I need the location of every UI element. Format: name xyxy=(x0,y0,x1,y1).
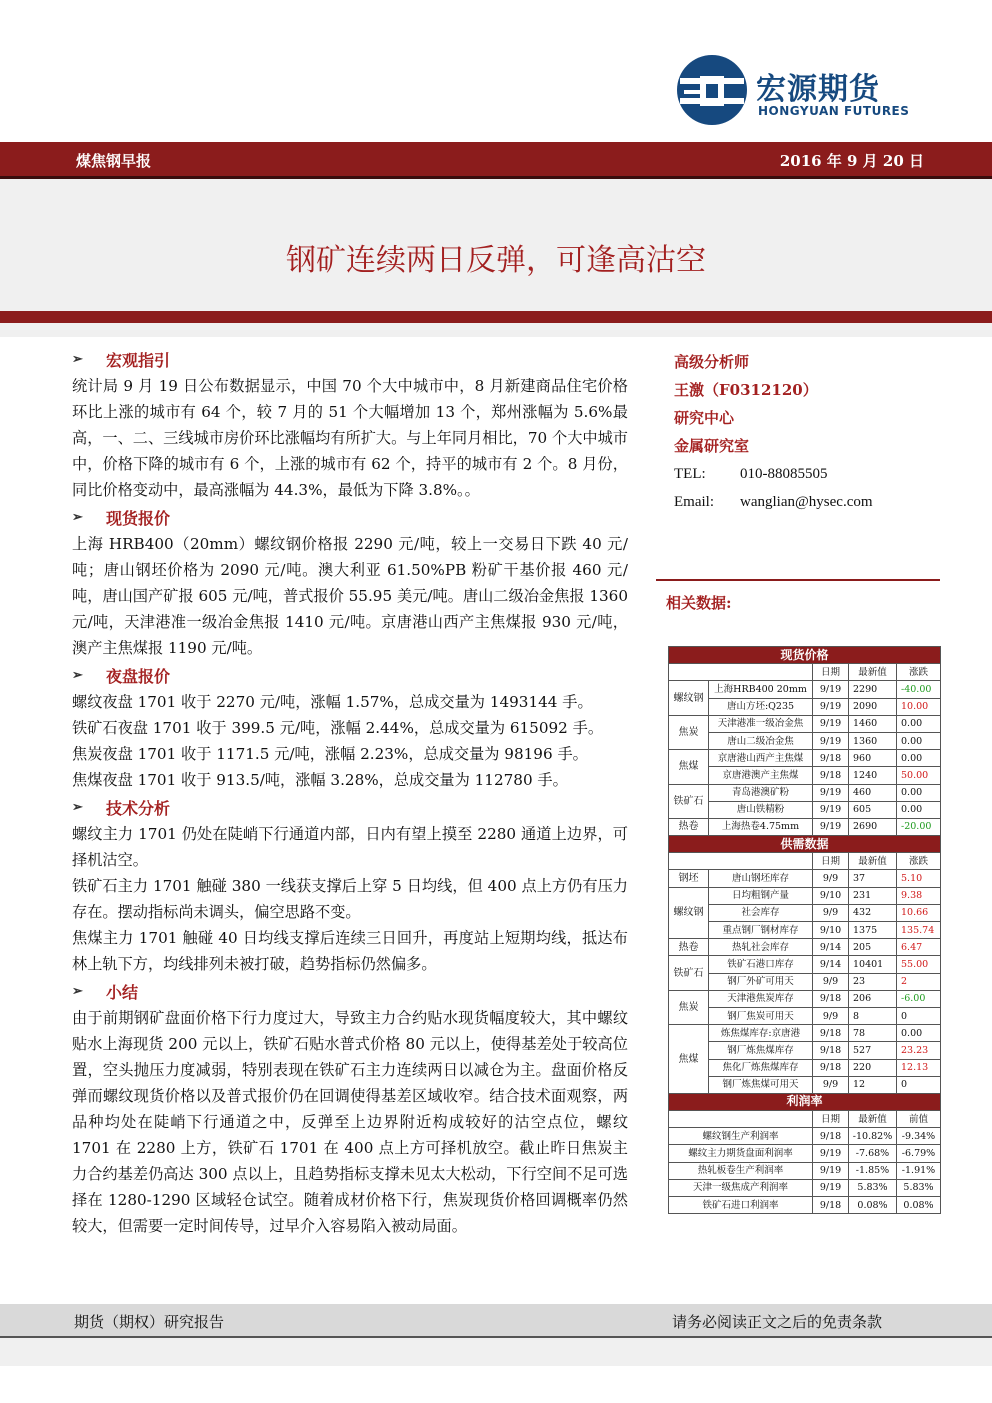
section-heading xyxy=(72,793,628,821)
column-header: 最新值 xyxy=(849,664,897,681)
date-cell: 9/19 xyxy=(813,801,849,818)
item-name-cell: 炼焦煤库存:京唐港 xyxy=(709,1025,813,1042)
table-row xyxy=(669,767,941,784)
arrow-bullet-icon: ➢ xyxy=(72,799,83,815)
value-cell: 2090 xyxy=(849,698,897,715)
date-cell: 9/19 xyxy=(813,1145,849,1162)
date-cell: 9/19 xyxy=(813,681,849,698)
change-cell: 10.00 xyxy=(897,698,941,715)
section-heading-text: 宏观指引 xyxy=(106,350,171,370)
section-paragraph: 螺纹主力 1701 仍处在陡峭下行通道内部，日内有望上摸至 2280 通道上边界，可择机沽空。 xyxy=(72,825,628,869)
value-cell: 12 xyxy=(849,1076,897,1093)
item-name-cell: 钢厂外矿可用天 xyxy=(709,973,813,990)
value-cell: 1375 xyxy=(849,922,897,939)
analyst-role: 高级分析师 xyxy=(674,353,750,371)
header-blank-cell xyxy=(669,1111,813,1128)
category-cell: 焦煤 xyxy=(669,1025,709,1094)
item-name-cell: 唐山钢坯库存 xyxy=(709,870,813,887)
value-cell: 2690 xyxy=(849,818,897,835)
table-row xyxy=(669,801,941,818)
table-row xyxy=(669,887,941,904)
change-cell: 23.23 xyxy=(897,1042,941,1059)
footer-band xyxy=(0,1338,992,1366)
category-cell: 螺纹钢 xyxy=(669,887,709,939)
item-name-cell: 螺纹主力期货盘面利润率 xyxy=(669,1145,813,1162)
arrow-bullet-icon: ➢ xyxy=(72,983,83,999)
date-cell: 9/9 xyxy=(813,973,849,990)
value-cell: 1240 xyxy=(849,767,897,784)
date-cell: 9/19 xyxy=(813,698,849,715)
item-name-cell: 焦化厂炼焦煤库存 xyxy=(709,1059,813,1076)
company-logo xyxy=(676,54,926,130)
item-name-cell: 京唐港澳产主焦煤 xyxy=(709,767,813,784)
change-cell: 0 xyxy=(897,1007,941,1024)
section-heading-text: 小结 xyxy=(106,982,139,1002)
item-name-cell: 天津一级焦成产利润率 xyxy=(669,1179,813,1196)
table-row xyxy=(669,1162,941,1179)
change-cell: 0.00 xyxy=(897,732,941,749)
date-cell: 9/18 xyxy=(813,750,849,767)
analyst-lab: 金属研究室 xyxy=(674,437,750,455)
value-cell: 231 xyxy=(849,887,897,904)
table-section-title xyxy=(669,647,941,664)
table-row xyxy=(669,818,941,835)
table-row xyxy=(669,1197,941,1214)
table-row xyxy=(669,1025,941,1042)
column-header: 涨跌 xyxy=(897,853,941,870)
date-cell: 9/10 xyxy=(813,922,849,939)
section-paragraph: 螺纹夜盘 1701 收于 2270 元/吨，涨幅 1.57%，总成交量为 1493144 手。 xyxy=(72,693,593,711)
date-cell: 9/18 xyxy=(813,767,849,784)
value-cell: 8 xyxy=(849,1007,897,1024)
column-header: 最新值 xyxy=(849,853,897,870)
column-header: 日期 xyxy=(813,853,849,870)
date-cell: 9/18 xyxy=(813,1025,849,1042)
category-cell: 焦炭 xyxy=(669,715,709,749)
change-cell: -40.00 xyxy=(897,681,941,698)
change-cell: 2 xyxy=(897,973,941,990)
date-cell: 9/19 xyxy=(813,732,849,749)
table-row xyxy=(669,1145,941,1162)
value-cell: -7.68% xyxy=(849,1145,897,1162)
change-cell: 50.00 xyxy=(897,767,941,784)
value-cell: 206 xyxy=(849,990,897,1007)
value-cell: 37 xyxy=(849,870,897,887)
table-row xyxy=(669,750,941,767)
section-paragraph: 由于前期钢矿盘面价格下行力度过大，导致主力合约贴水现货幅度较大，其中螺纹贴水上海现货 200 元以上，铁矿石贴水普式价格 80 元以上，使得基差处于较高位置，空头抛压力度减弱，特别表现在铁矿石主力连续两日以减仓为主。盘面价格反弹而螺纹现货价格以及普式报价仍在回调使得基差区域收窄。结合技术面观察，两品种均处在陡峭下行通道之中，反弹至上边界附近构成较好的沽空点位，螺纹 1701 在 2280 上方，铁矿石 1701 在 400 点上方可择机放空。截止昨日焦炭主力合约基差仍高达 300 点以上，且趋势指标支撑未见太大松动，下行空间不足可选择在 1280-1290 区域轻仓试空。随着成材价格下行，焦炭现货价格回调概率仍然较大，但需要一定时间传导，过早介入容易陷入被动局面。 xyxy=(72,1009,628,1235)
value-cell: 460 xyxy=(849,784,897,801)
date-cell: 9/18 xyxy=(813,1059,849,1076)
value-cell: 205 xyxy=(849,939,897,956)
section-heading xyxy=(72,661,628,689)
logo-text-en: HONGYUAN FUTURES xyxy=(758,104,910,118)
company-logo-mark xyxy=(676,54,748,126)
value-cell: 605 xyxy=(849,801,897,818)
table-row xyxy=(669,1128,941,1145)
category-cell: 铁矿石 xyxy=(669,784,709,818)
table-header-row xyxy=(669,853,941,870)
date-cell: 9/18 xyxy=(813,990,849,1007)
category-cell: 钢坯 xyxy=(669,870,709,887)
section-paragraph: 铁矿石夜盘 1701 收于 399.5 元/吨，涨幅 2.44%，总成交量为 615092 手。 xyxy=(72,719,604,737)
table-row xyxy=(669,990,941,1007)
section-heading-text: 技术分析 xyxy=(106,798,171,818)
date-cell: 9/10 xyxy=(813,887,849,904)
item-name-cell: 上海热卷4.75mm xyxy=(709,818,813,835)
column-header: 最新值 xyxy=(849,1111,897,1128)
item-name-cell: 铁矿石港口库存 xyxy=(709,956,813,973)
analyst-name: 王激（F0312120） xyxy=(674,381,818,399)
table-row xyxy=(669,1059,941,1076)
previous-value-cell: 0.08% xyxy=(897,1197,941,1214)
table-row xyxy=(669,939,941,956)
category-cell: 热卷 xyxy=(669,939,709,956)
date-cell: 9/18 xyxy=(813,1042,849,1059)
change-cell: -20.00 xyxy=(897,818,941,835)
date-cell: 9/18 xyxy=(813,1197,849,1214)
previous-value-cell: 5.83% xyxy=(897,1179,941,1196)
item-name-cell: 青岛港澳矿粉 xyxy=(709,784,813,801)
previous-value-cell: -1.91% xyxy=(897,1162,941,1179)
column-header: 日期 xyxy=(813,664,849,681)
column-header: 前值 xyxy=(897,1111,941,1128)
section-heading-text: 现货报价 xyxy=(106,508,171,528)
tel-value: 010-88085505 xyxy=(740,466,828,482)
section-heading xyxy=(72,977,628,1005)
title-divider xyxy=(0,311,992,323)
email-label: Email: xyxy=(674,494,714,510)
logo-text-cn: 宏源期货 xyxy=(756,72,880,107)
item-name-cell: 唐山铁精粉 xyxy=(709,801,813,818)
item-name-cell: 唐山二级冶金焦 xyxy=(709,732,813,749)
change-cell: 0.00 xyxy=(897,784,941,801)
header-blank-cell xyxy=(669,853,813,870)
item-name-cell: 天津港准一级冶金焦 xyxy=(709,715,813,732)
change-cell: 135.74 xyxy=(897,922,941,939)
right-divider xyxy=(656,579,940,581)
table-row xyxy=(669,904,941,921)
category-cell: 焦炭 xyxy=(669,990,709,1024)
table-row xyxy=(669,732,941,749)
analyst-dept: 研究中心 xyxy=(674,409,735,427)
date-cell: 9/14 xyxy=(813,939,849,956)
arrow-bullet-icon: ➢ xyxy=(72,667,83,683)
change-cell: -6.00 xyxy=(897,990,941,1007)
table-section-title xyxy=(669,836,941,853)
table-row xyxy=(669,715,941,732)
section-paragraph: 铁矿石主力 1701 触碰 380 一线获支撑后上穿 5 日均线，但 400 点上方仍有压力存在。摆动指标尚未调头，偏空思路不变。 xyxy=(72,877,628,921)
date-cell: 9/19 xyxy=(813,1179,849,1196)
value-cell: 1460 xyxy=(849,715,897,732)
date-cell: 9/9 xyxy=(813,870,849,887)
change-cell: 10.66 xyxy=(897,904,941,921)
table-row xyxy=(669,1179,941,1196)
table-header-row xyxy=(669,1111,941,1128)
header-blank-cell xyxy=(669,664,813,681)
footer-left-text: 期货（期权）研究报告 xyxy=(74,1313,225,1331)
email-link[interactable]: wanglian@hysec.com xyxy=(740,494,873,510)
section-paragraph: 上海 HRB400（20mm）螺纹钢价格报 2290 元/吨，较上一交易日下跌 40 元/吨；唐山钢坯价格为 2090 元/吨。澳大利亚 61.50%PB 粉矿干基价报 460 元/吨，唐山国产矿报 605 元/吨，普式报价 55.95 美元/吨。唐山二级冶金焦报 1360 元/吨，天津港准一级冶金焦报 1410 元/吨。京唐港山西产主焦煤报 930 元/吨，澳产主焦煤报 1190 元/吨。 xyxy=(72,535,628,657)
date-cell: 9/19 xyxy=(813,715,849,732)
item-name-cell: 热轧社会库存 xyxy=(709,939,813,956)
date-cell: 9/18 xyxy=(813,1128,849,1145)
tel-label: TEL: xyxy=(674,466,706,482)
item-name-cell: 螺纹钢生产利润率 xyxy=(669,1128,813,1145)
section-heading xyxy=(72,345,628,373)
item-name-cell: 唐山方坯:Q235 xyxy=(709,698,813,715)
value-cell: 960 xyxy=(849,750,897,767)
section-heading xyxy=(72,503,628,531)
column-header: 日期 xyxy=(813,1111,849,1128)
change-cell: 9.38 xyxy=(897,887,941,904)
item-name-cell: 钢厂炼焦煤库存 xyxy=(709,1042,813,1059)
item-name-cell: 京唐港山西产主焦煤 xyxy=(709,750,813,767)
item-name-cell: 天津港焦炭库存 xyxy=(709,990,813,1007)
value-cell: 527 xyxy=(849,1042,897,1059)
table-row xyxy=(669,922,941,939)
related-data-label: 相关数据: xyxy=(666,594,732,612)
table-row xyxy=(669,956,941,973)
report-type: 煤焦钢早报 xyxy=(76,152,152,170)
value-cell: 5.83% xyxy=(849,1179,897,1196)
value-cell: 432 xyxy=(849,904,897,921)
category-cell: 螺纹钢 xyxy=(669,681,709,715)
date-cell: 9/9 xyxy=(813,1007,849,1024)
previous-value-cell: -9.34% xyxy=(897,1128,941,1145)
analyst-email xyxy=(674,488,954,516)
section-paragraph: 统计局 9 月 19 日公布数据显示，中国 70 个大中城市中，8 月新建商品住宅价格环比上涨的城市有 64 个，较 7 月的 51 个大幅增加 13 个，郑州涨幅为 5.6%最高，一、二、三线城市房价环比涨幅均有所扩大。与上年同月相比，70 个大中城市中，价格下降的城市有 6 个，上涨的城市有 62 个，持平的城市有 2 个。8 月份，同比价格变动中，最高涨幅为 44.3%，最低为下降 3.8%。。 xyxy=(72,377,628,499)
item-name-cell: 钢厂焦炭可用天 xyxy=(709,1007,813,1024)
section-paragraph: 焦煤主力 1701 触碰 40 日均线支撑后连续三日回升，再度站上短期均线，抵达布林上轨下方，均线排列未被打破，趋势指标仍然偏多。 xyxy=(72,929,628,973)
section-heading-text: 夜盘报价 xyxy=(106,666,171,686)
market-data-table xyxy=(668,646,941,1214)
item-name-cell: 铁矿石进口利润率 xyxy=(669,1197,813,1214)
report-body xyxy=(72,345,628,1239)
value-cell: 10401 xyxy=(849,956,897,973)
date-cell: 9/9 xyxy=(813,1076,849,1093)
change-cell: 0.00 xyxy=(897,750,941,767)
arrow-bullet-icon: ➢ xyxy=(72,509,83,525)
change-cell: 6.47 xyxy=(897,939,941,956)
change-cell: 0.00 xyxy=(897,801,941,818)
date-cell: 9/19 xyxy=(813,818,849,835)
table-row xyxy=(669,1007,941,1024)
analyst-info xyxy=(674,348,954,516)
date-cell: 9/9 xyxy=(813,904,849,921)
date-cell: 9/19 xyxy=(813,784,849,801)
section-paragraph: 焦煤夜盘 1701 收于 913.5/吨，涨幅 3.28%，总成交量为 112780 手。 xyxy=(72,771,568,789)
item-name-cell: 热轧板卷生产利润率 xyxy=(669,1162,813,1179)
table-row xyxy=(669,973,941,990)
table-row xyxy=(669,870,941,887)
table-row xyxy=(669,681,941,698)
category-cell: 热卷 xyxy=(669,818,709,835)
value-cell: 220 xyxy=(849,1059,897,1076)
change-cell: 0.00 xyxy=(897,715,941,732)
change-cell: 0 xyxy=(897,1076,941,1093)
value-cell: 78 xyxy=(849,1025,897,1042)
value-cell: -1.85% xyxy=(849,1162,897,1179)
table-header-row xyxy=(669,664,941,681)
item-name-cell: 重点钢厂钢材库存 xyxy=(709,922,813,939)
value-cell: 1360 xyxy=(849,732,897,749)
change-cell: 5.10 xyxy=(897,870,941,887)
table-row xyxy=(669,1076,941,1093)
sub-band xyxy=(0,323,992,337)
item-name-cell: 上海HRB400 20mm xyxy=(709,681,813,698)
value-cell: 2290 xyxy=(849,681,897,698)
change-cell: 12.13 xyxy=(897,1059,941,1076)
value-cell: 23 xyxy=(849,973,897,990)
column-header: 涨跌 xyxy=(897,664,941,681)
footer-disclaimer-link[interactable]: 请务必阅读正文之后的免责条款 xyxy=(671,1313,882,1331)
report-date: 2016 年 9 月 20 日 xyxy=(779,152,924,170)
change-cell: 55.00 xyxy=(897,956,941,973)
item-name-cell: 钢厂炼焦煤可用天 xyxy=(709,1076,813,1093)
table-section-title xyxy=(669,1093,941,1110)
value-cell: -10.82% xyxy=(849,1128,897,1145)
value-cell: 0.08% xyxy=(849,1197,897,1214)
table-section-title-text: 供需数据 xyxy=(669,836,941,853)
table-section-title-text: 现货价格 xyxy=(669,647,941,664)
category-cell: 焦煤 xyxy=(669,750,709,784)
table-row xyxy=(669,784,941,801)
item-name-cell: 日均粗钢产量 xyxy=(709,887,813,904)
section-paragraph: 焦炭夜盘 1701 收于 1171.5 元/吨，涨幅 2.23%，总成交量为 98196 手。 xyxy=(72,745,588,763)
table-row xyxy=(669,1042,941,1059)
date-cell: 9/14 xyxy=(813,956,849,973)
change-cell: 0.00 xyxy=(897,1025,941,1042)
category-cell: 铁矿石 xyxy=(669,956,709,990)
item-name-cell: 社会库存 xyxy=(709,904,813,921)
analyst-tel xyxy=(674,460,954,488)
date-cell: 9/19 xyxy=(813,1162,849,1179)
table-section-title-text: 利润率 xyxy=(669,1093,941,1110)
arrow-bullet-icon: ➢ xyxy=(72,351,83,367)
previous-value-cell: -6.79% xyxy=(897,1145,941,1162)
report-title: 钢矿连续两日反弹，可逢高沽空 xyxy=(286,243,706,278)
table-row xyxy=(669,698,941,715)
